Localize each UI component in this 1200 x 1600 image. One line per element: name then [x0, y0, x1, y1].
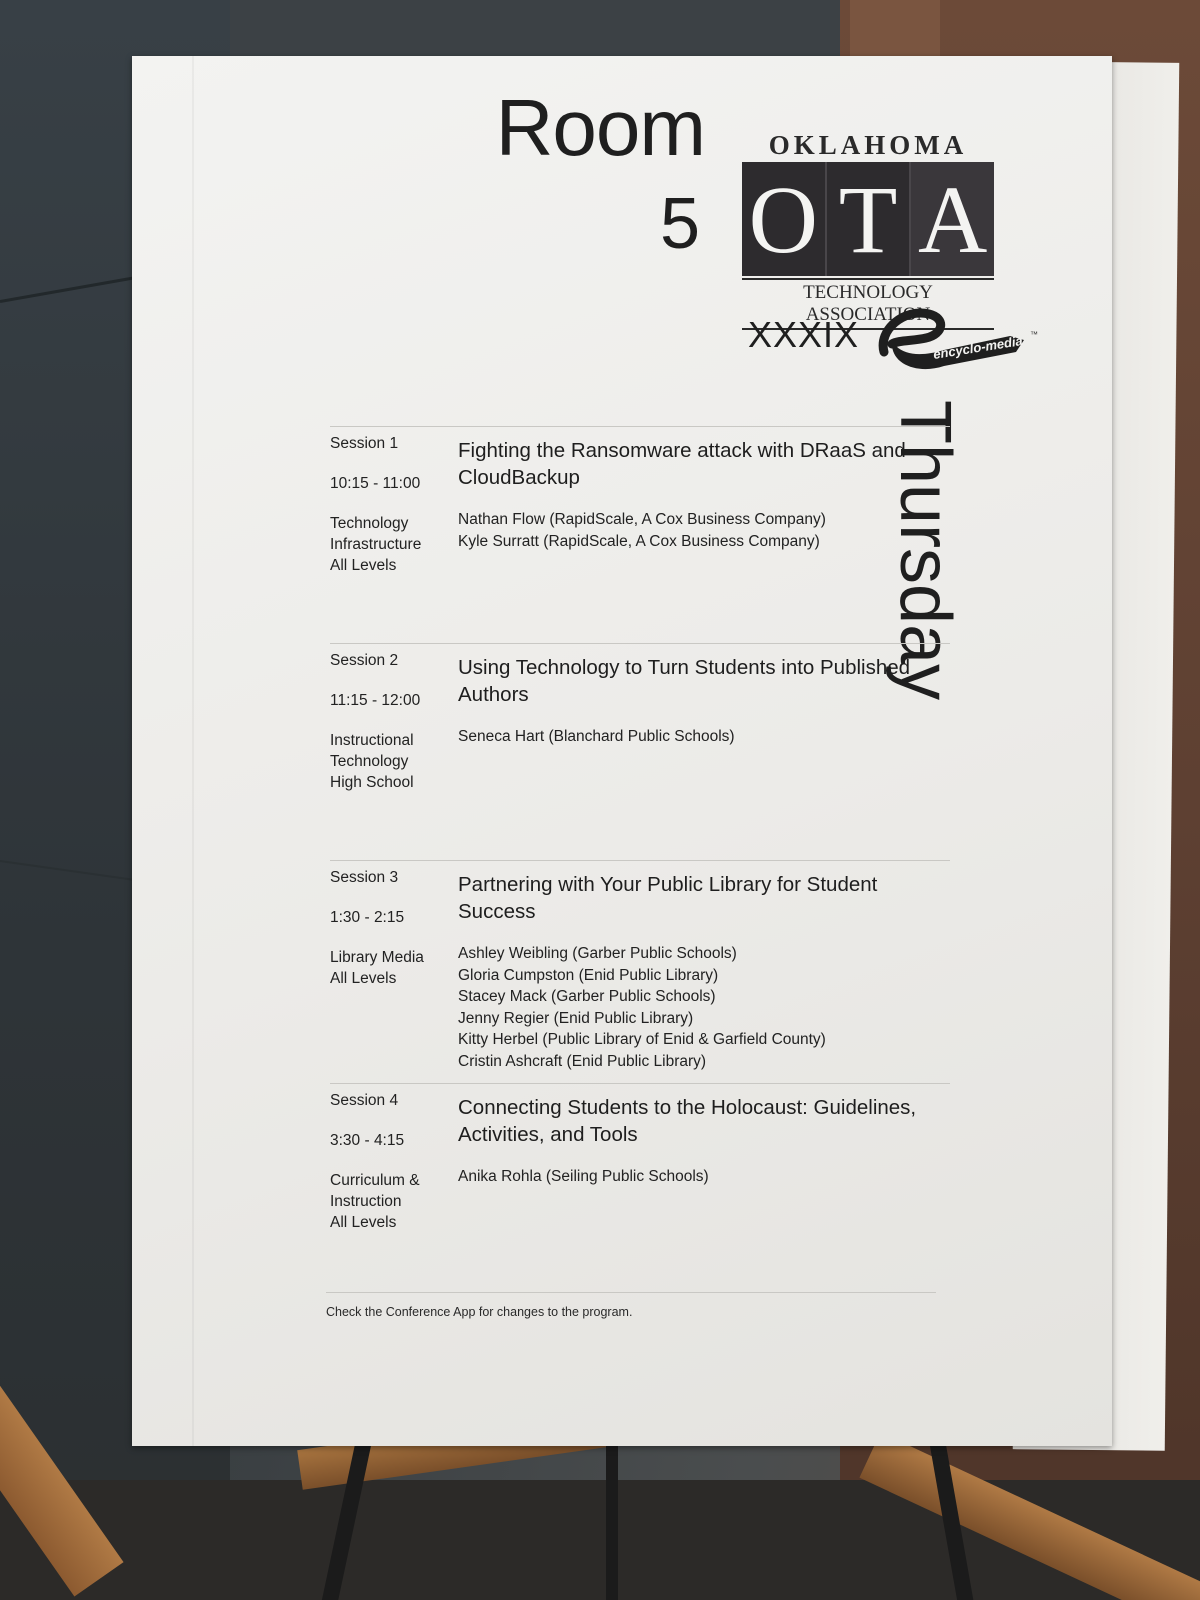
- session-presenter: Jenny Regier (Enid Public Library): [458, 1009, 694, 1027]
- logo-letter: A: [911, 162, 994, 276]
- session-meta: [330, 644, 458, 860]
- session-row: [330, 860, 950, 1083]
- session-presenter: Anika Rohla (Seiling Public Schools): [458, 1168, 709, 1185]
- logo-letter: O: [742, 162, 827, 276]
- session-meta: [330, 427, 458, 643]
- wall-panel: [230, 0, 850, 60]
- session-details: [458, 1084, 950, 1284]
- session-details: [458, 644, 950, 860]
- easel-leg: [606, 1440, 618, 1600]
- session-schedule: [330, 426, 950, 1284]
- session-details: [458, 861, 950, 1083]
- session-number: Session 2: [330, 652, 399, 669]
- day-label: Thursday: [885, 400, 965, 701]
- session-details: [458, 427, 950, 643]
- logo-letter: T: [827, 162, 912, 276]
- session-time: 10:15 - 11:00: [330, 475, 421, 492]
- logo-brand: encyclo-media: [932, 333, 1024, 362]
- encyclomedia-logo-icon: [874, 300, 1034, 380]
- logo-edition: XXXIX: [748, 314, 860, 355]
- session-number: Session 1: [330, 435, 399, 452]
- logo-subtitle: TECHNOLOGY ASSOCIATION: [742, 278, 994, 330]
- footer-note: Check the Conference App for changes to the program.: [326, 1292, 936, 1319]
- session-track: Technology: [330, 515, 409, 532]
- session-presenter: Nathan Flow (RapidScale, A Cox Business Company): [458, 511, 826, 528]
- session-time: 3:30 - 4:15: [330, 1132, 405, 1149]
- logo-state: OKLAHOMA: [768, 130, 968, 160]
- session-presenter: Kyle Surratt (RapidScale, A Cox Business Company): [458, 532, 820, 550]
- session-title: Fighting the Ransomware attack with DRaaS and CloudBackup: [458, 439, 906, 489]
- session-presenter: Gloria Cumpston (Enid Public Library): [458, 966, 719, 984]
- session-presenter: Stacey Mack (Garber Public Schools): [458, 988, 716, 1005]
- session-number: Session 4: [330, 1092, 399, 1109]
- ota-logo: [742, 130, 1042, 430]
- session-presenter: Kitty Herbel (Public Library of Enid & Garfield County): [458, 1031, 826, 1048]
- board-edge: [192, 56, 194, 1446]
- session-track: All Levels: [330, 1214, 397, 1231]
- session-track: High School: [330, 774, 414, 791]
- session-row: [330, 1083, 950, 1284]
- session-title: Using Technology to Turn Students into Published Authors: [458, 656, 911, 706]
- logo-block: [742, 162, 994, 276]
- session-time: 11:15 - 12:00: [330, 692, 421, 709]
- room-label: Room: [495, 83, 705, 172]
- logo-trademark: ™: [1030, 330, 1038, 339]
- session-track: Technology: [330, 753, 409, 770]
- session-presenter: Ashley Weibling (Garber Public Schools): [458, 945, 737, 962]
- session-track: Instructional: [330, 732, 414, 749]
- session-title: Connecting Students to the Holocaust: Guidelines, Activities, and Tools: [458, 1096, 917, 1146]
- session-track: All Levels: [330, 970, 397, 987]
- session-title: Partnering with Your Public Library for Student Success: [458, 873, 878, 923]
- session-row: [330, 426, 950, 643]
- session-number: Session 3: [330, 869, 399, 886]
- session-track: Infrastructure: [330, 536, 422, 553]
- session-presenter: Cristin Ashcraft (Enid Public Library): [458, 1052, 707, 1070]
- session-track: All Levels: [330, 557, 397, 574]
- room-number: 5: [659, 184, 700, 264]
- session-track: Library Media: [330, 949, 424, 966]
- session-presenter: Seneca Hart (Blanchard Public Schools): [458, 728, 735, 745]
- session-track: Instruction: [330, 1193, 402, 1210]
- session-row: [330, 643, 950, 860]
- session-meta: [330, 1084, 458, 1284]
- wood-wall: [850, 0, 940, 60]
- session-meta: [330, 861, 458, 1083]
- session-track: Curriculum &: [330, 1172, 420, 1189]
- session-time: 1:30 - 2:15: [330, 909, 405, 926]
